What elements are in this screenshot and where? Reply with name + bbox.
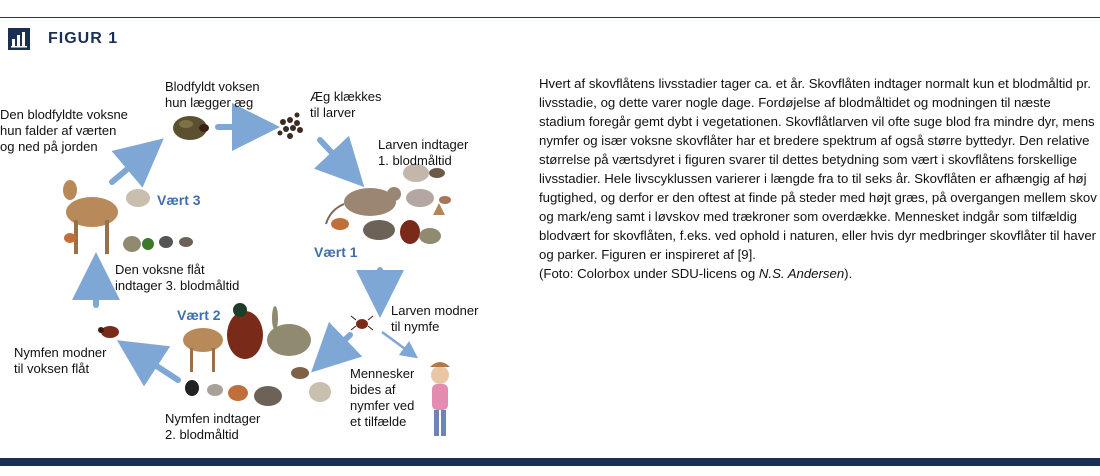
caption-text: Hvert af skovflåtens livsstadier tager ca. et år. Skovflåten indtager normalt kun et blodmåltid pr. livsstadie, og dette varer nogle dage. Fordøjelse af blodmåltidet og modningen til næste stadium foregår gemt dybt i vegetationen. Skovflåtlarven vil ofte suge blod fra mindre dyr, mens nymfer og især voksne skovflåter har et bredere spektrum af også større byttedyr. Den relative størrelse på værtsdyret i figuren svarer til dettes betydning som vært i skovflåtens forskellige livsstadier. Hele livscyklussen varierer i længde fra to til seks år. Skovflåten er afhængig af høj fugtighed, og derfor er den oftest at finde på steder med højt græs, på overgangen mellem skov og mark/eng samt i løvskov med trækroner som overdække. Mennesket indgår som tilfældig blodvært for skovflåten, f.eks. ved ophold i naturen, eller hvis dyr medbringer skovflåter til haver og parker. Figuren er inspireret af [9]. xyxy=(539,76,1097,262)
deer-fawn-icon xyxy=(433,203,445,215)
squirrel-icon xyxy=(64,233,76,243)
hedgehog-icon xyxy=(254,386,282,406)
roe-deer-icon xyxy=(183,328,223,352)
badger-icon xyxy=(159,236,173,248)
small-bird-icon xyxy=(429,168,445,178)
photo-credit xyxy=(539,264,1099,283)
label-adult-female-lays: Blodfyldt voksen hun lægger æg xyxy=(165,79,260,110)
sheep-icon xyxy=(309,382,331,402)
robin-icon xyxy=(439,196,451,204)
nymph-tick-icon xyxy=(98,326,119,338)
tick-eggs-icon xyxy=(278,113,304,140)
pheasant-icon xyxy=(400,220,420,244)
arrow-hatch-to-larva xyxy=(320,140,352,174)
pheasant-icon xyxy=(227,311,263,359)
squirrel-icon xyxy=(331,218,349,230)
label-adult-feeds: Den voksne flåt indtager 3. blodmåltid xyxy=(115,262,240,293)
bottom-rule xyxy=(0,458,1100,466)
blackbird-icon xyxy=(185,380,199,396)
squirrel-icon xyxy=(228,385,248,401)
host1-animals xyxy=(326,164,451,244)
label-larva-feeds: Larven indtager 1. blodmåltid xyxy=(378,137,469,168)
credit-author: N.S. Andersen xyxy=(758,266,845,281)
thrush-icon xyxy=(291,367,309,379)
rabbit-icon xyxy=(123,236,141,252)
child-icon xyxy=(430,362,450,436)
credit-suffix: ). xyxy=(844,266,853,281)
larva-tick-icon xyxy=(351,316,373,330)
label-nymph-feeds: Nymfen indtager 2. blodmåltid xyxy=(165,411,261,442)
credit-prefix: (Foto: Colorbox under SDU-licens og xyxy=(539,266,759,281)
hare-icon xyxy=(267,324,311,356)
figure-title: FIGUR 1 xyxy=(48,30,119,47)
label-adult-female-falls: Den blodfyldte voksne hun falder af værten og ned på jorden xyxy=(0,107,128,154)
sheep-icon xyxy=(126,189,150,207)
arrow-to-humans xyxy=(382,332,412,354)
host3-label: Vært 3 xyxy=(157,192,201,208)
mouse-icon xyxy=(207,384,223,396)
engorged-tick-icon xyxy=(173,116,209,140)
label-larva-matures: Larven modner til nymfe xyxy=(391,303,479,334)
bird-icon xyxy=(142,238,154,250)
roe-deer-icon xyxy=(66,197,118,227)
hedgehog-icon xyxy=(179,237,193,247)
host1-label: Vært 1 xyxy=(314,244,358,260)
label-nymph-matures: Nymfen modner til voksen flåt xyxy=(14,345,107,376)
arrow-host2-to-adult xyxy=(132,350,178,380)
bar-chart-icon xyxy=(8,28,30,50)
hedgehog-icon xyxy=(363,220,395,240)
label-eggs-hatch: Æg klækkes til larver xyxy=(310,89,382,120)
label-humans-bitten: Mennesker bides af nymfer ved et tilfælde xyxy=(350,366,415,429)
arrow-nymph-to-host2 xyxy=(324,335,350,360)
host2-label: Vært 2 xyxy=(177,307,221,323)
vole-icon xyxy=(406,189,434,207)
rabbit-icon xyxy=(419,228,441,244)
figure-caption xyxy=(539,74,1099,283)
figure-header xyxy=(0,18,1100,68)
